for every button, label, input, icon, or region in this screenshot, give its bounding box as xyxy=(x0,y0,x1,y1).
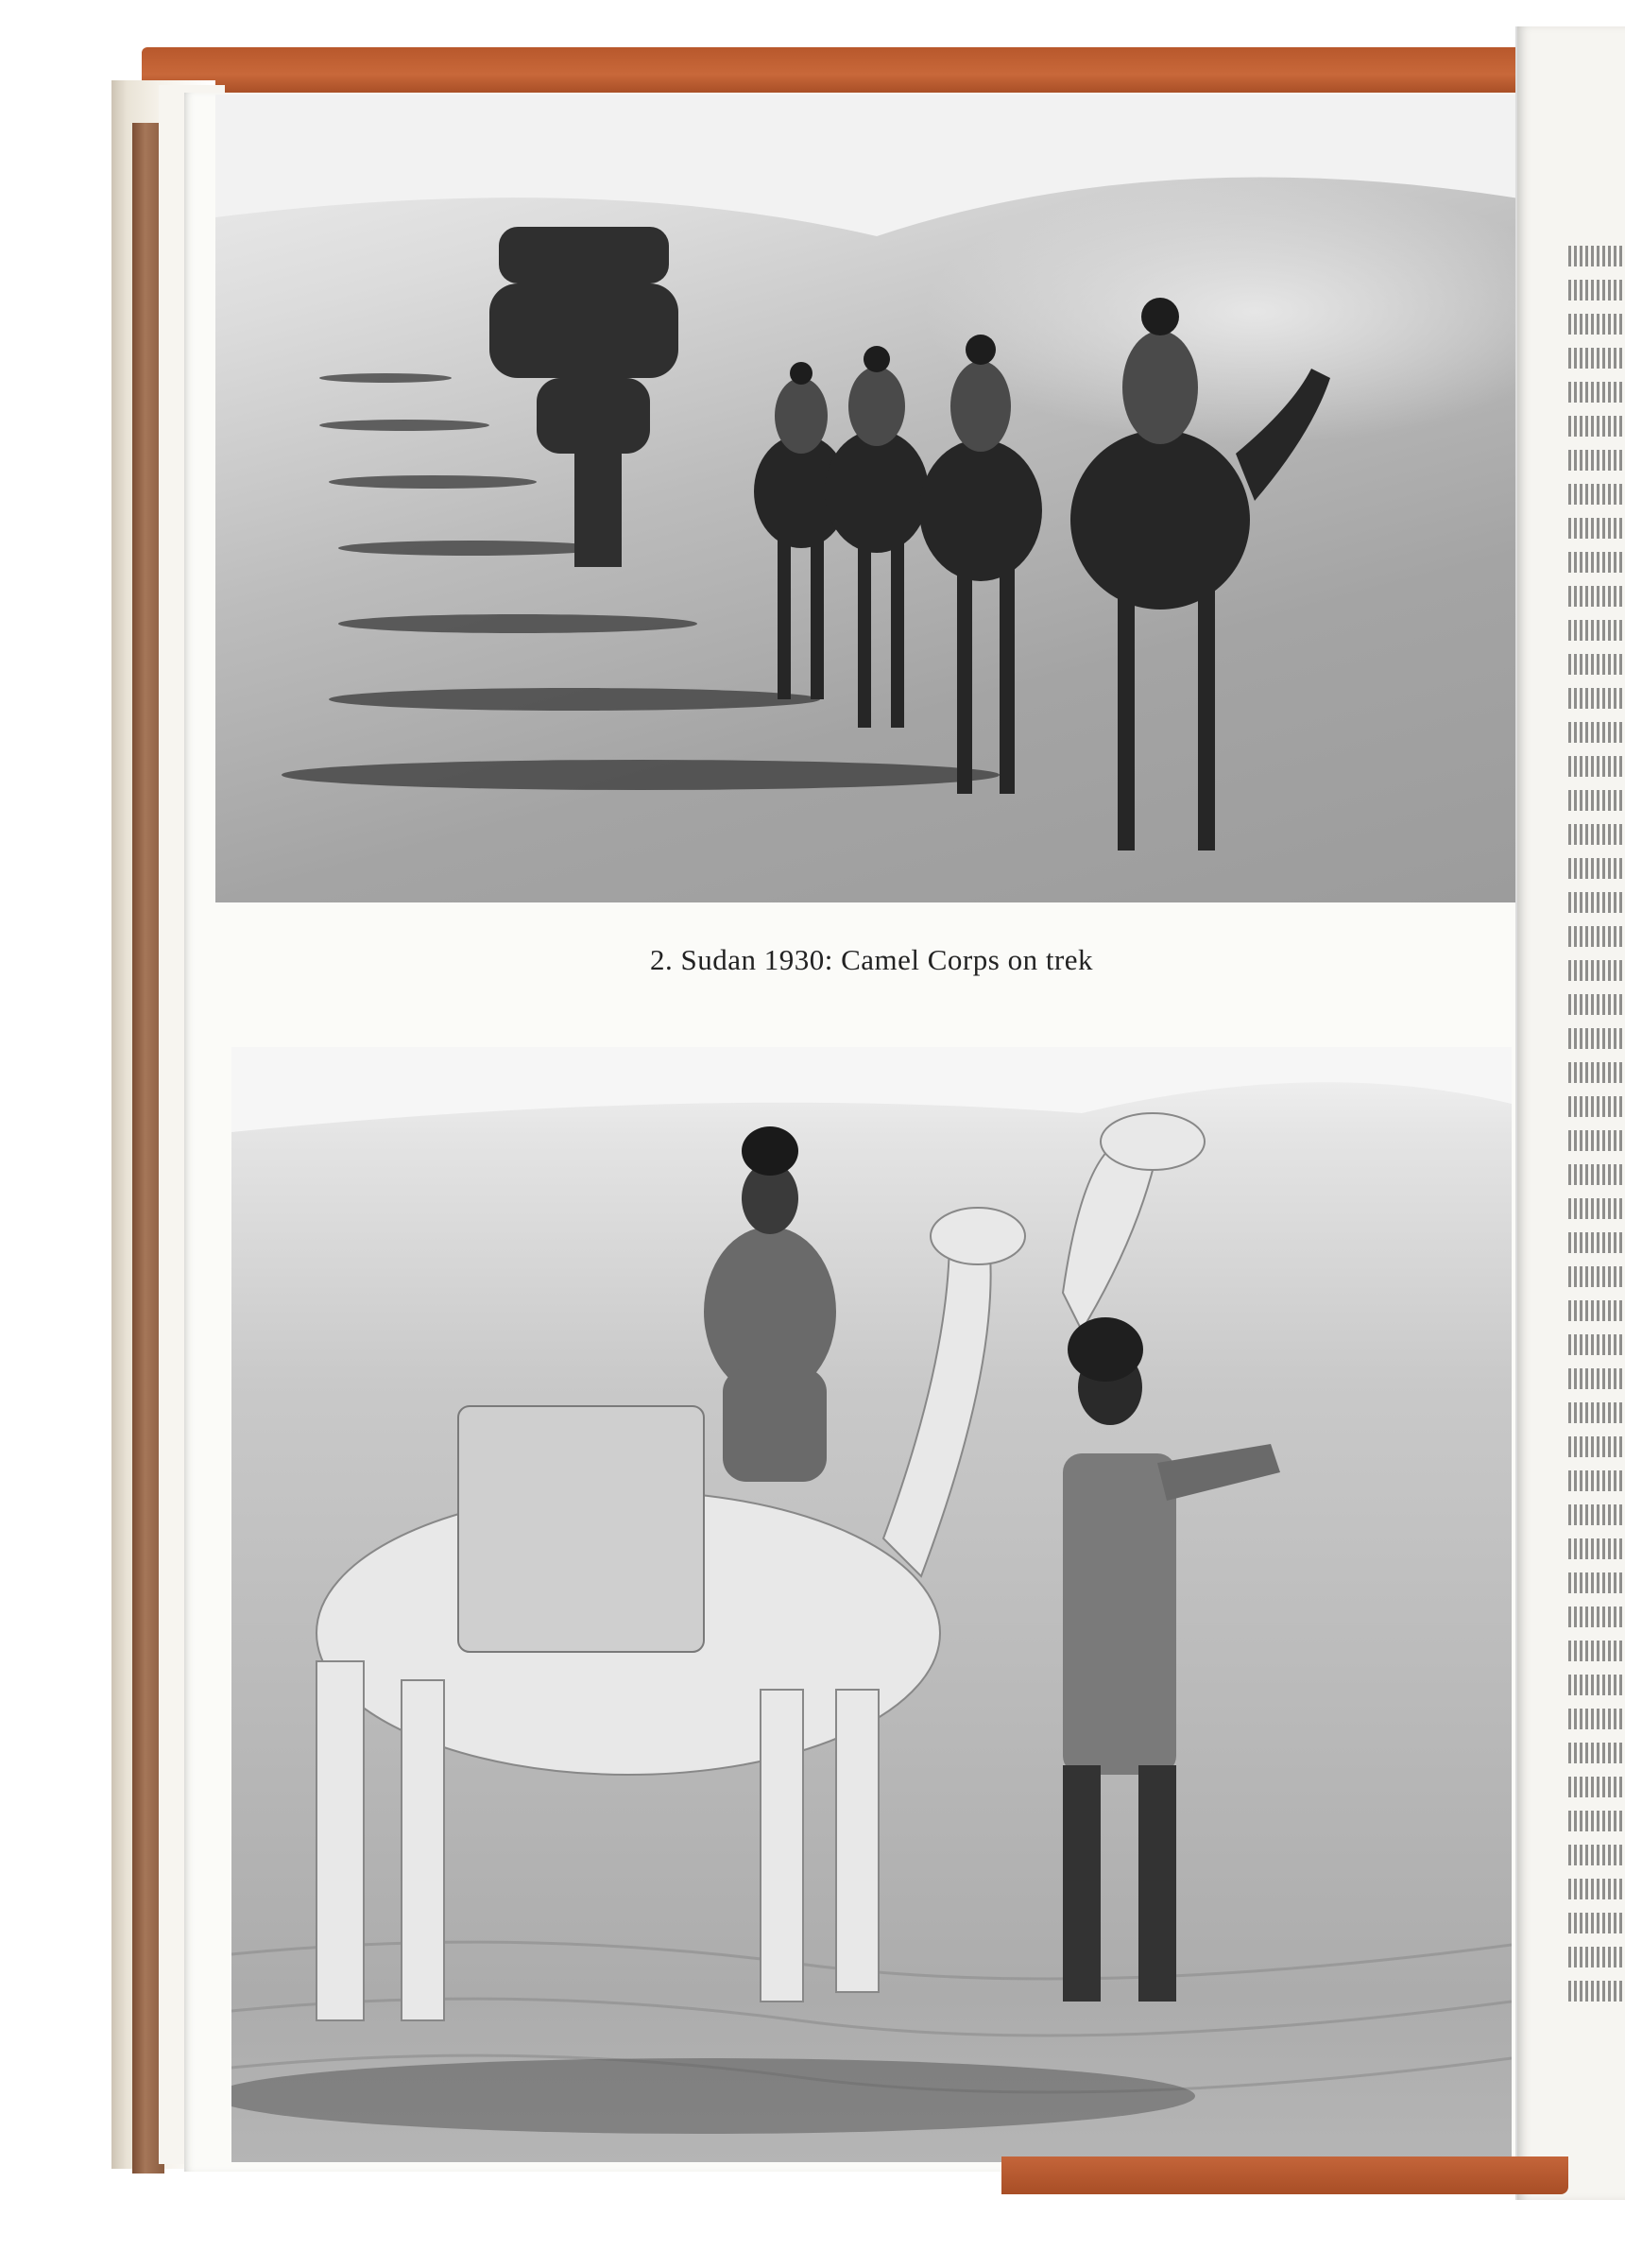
text-line xyxy=(1568,688,1625,709)
text-line xyxy=(1568,1675,1625,1695)
text-line xyxy=(1568,790,1625,811)
text-line xyxy=(1568,1777,1625,1797)
photo-soldier-camels xyxy=(231,1047,1512,2162)
photo-camel-corps xyxy=(215,94,1519,902)
text-line xyxy=(1568,552,1625,573)
text-line xyxy=(1568,1232,1625,1253)
text-line xyxy=(1568,1334,1625,1355)
text-line xyxy=(1568,1096,1625,1117)
text-line xyxy=(1568,1606,1625,1627)
text-line xyxy=(1568,756,1625,777)
text-line xyxy=(1568,1470,1625,1491)
text-line xyxy=(1568,1266,1625,1287)
text-line xyxy=(1568,518,1625,539)
text-line xyxy=(1568,722,1625,743)
text-line xyxy=(1568,1130,1625,1151)
text-line xyxy=(1568,1436,1625,1457)
text-line xyxy=(1568,1709,1625,1729)
text-line xyxy=(1568,1811,1625,1831)
text-line xyxy=(1568,858,1625,879)
text-line xyxy=(1568,1913,1625,1933)
text-line xyxy=(1568,246,1625,266)
text-line xyxy=(1568,314,1625,335)
text-line xyxy=(1568,416,1625,437)
text-line xyxy=(1568,1504,1625,1525)
text-line xyxy=(1568,654,1625,675)
text-line xyxy=(1568,994,1625,1015)
text-line xyxy=(1568,1538,1625,1559)
text-line xyxy=(1568,586,1625,607)
text-line xyxy=(1568,960,1625,981)
text-line xyxy=(1568,1198,1625,1219)
photo-caption: 2. Sudan 1930: Camel Corps on trek xyxy=(649,943,1094,976)
book-cover-bottom xyxy=(1001,2156,1568,2194)
text-line xyxy=(1568,1402,1625,1423)
text-line xyxy=(1568,484,1625,505)
text-line xyxy=(1568,1641,1625,1661)
text-line xyxy=(1568,450,1625,471)
text-line xyxy=(1568,1368,1625,1389)
text-line xyxy=(1568,382,1625,403)
text-line xyxy=(1568,1300,1625,1321)
text-line xyxy=(1568,1981,1625,2002)
text-line xyxy=(1568,1879,1625,1899)
text-line xyxy=(1568,1743,1625,1763)
text-line xyxy=(1568,1028,1625,1049)
text-line xyxy=(1568,926,1625,947)
text-line xyxy=(1568,1845,1625,1865)
text-line xyxy=(1568,280,1625,301)
text-line xyxy=(1568,1164,1625,1185)
book-cover-top xyxy=(142,47,1587,93)
text-line xyxy=(1568,620,1625,641)
facing-page-text-fragments xyxy=(1568,246,1625,2015)
text-line xyxy=(1568,348,1625,369)
text-line xyxy=(1568,892,1625,913)
text-line xyxy=(1568,1062,1625,1083)
text-line xyxy=(1568,1947,1625,1967)
text-line xyxy=(1568,824,1625,845)
text-line xyxy=(1568,1572,1625,1593)
